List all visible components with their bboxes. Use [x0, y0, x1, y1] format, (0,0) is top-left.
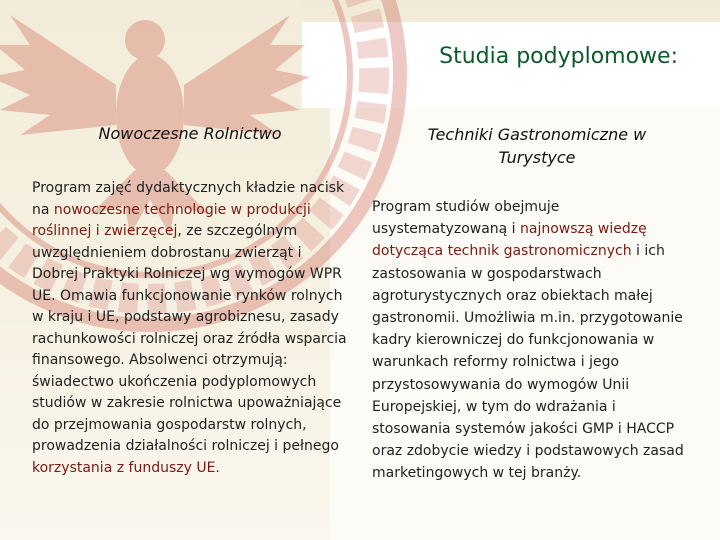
left-highlight-funds: korzystania z funduszy UE. — [32, 459, 220, 476]
right-description — [372, 196, 697, 485]
slide-title: Studia podyplomowe: — [439, 44, 678, 69]
right-text-part: Program studiów obejmuje usystematyzowaną i — [372, 199, 560, 238]
left-description — [32, 178, 352, 479]
right-text-part: i ich zastosowania w gospodarstwach agroturystycznych oraz obiektach małej gastronomii. Umożliwia m.in. przygotowanie kadry kierowniczej do funkcjonowania w warunkach reformy rolnictwa i jego przystosowywania do wymogów Unii Europejskiej, w tym do wdrażania i stosowania systemów jakości GMP i HACCP oraz zdobycie wiedzy i podstawowych zasad marketingowych w tej branży. — [372, 243, 684, 482]
left-highlight-technologies: nowoczesne technologie w produkcji roślinnej i zwierzęcej — [32, 201, 311, 239]
right-heading: Techniki Gastronomiczne w Turystyce — [427, 125, 647, 167]
left-heading: Nowoczesne Rolnictwo — [98, 124, 282, 143]
left-text-part: , ze szczególnym uwzględnieniem dobrostanu zwierząt i Dobrej Praktyki Rolniczej wg wymogów WPR UE. Omawia funkcjonowanie rynków rolnych w kraju i UE, podstawy agrobiznesu, zasady rachunkowości rolniczej oraz źródła wsparcia finansowego. Absolwenci otrzymują: świadectwo ukończenia podyplomowych studiów w zakresie rolnictwa upoważniające do przejmowania gospodarstw rolnych, prowadzenia działalności rolniczej i pełnego — [32, 223, 347, 454]
left-text-part: Program zajęć dydaktycznych kładzie nacisk na — [32, 180, 345, 218]
right-highlight-knowledge: najnowszą wiedzę dotycząca technik gastronomicznych — [372, 221, 647, 260]
